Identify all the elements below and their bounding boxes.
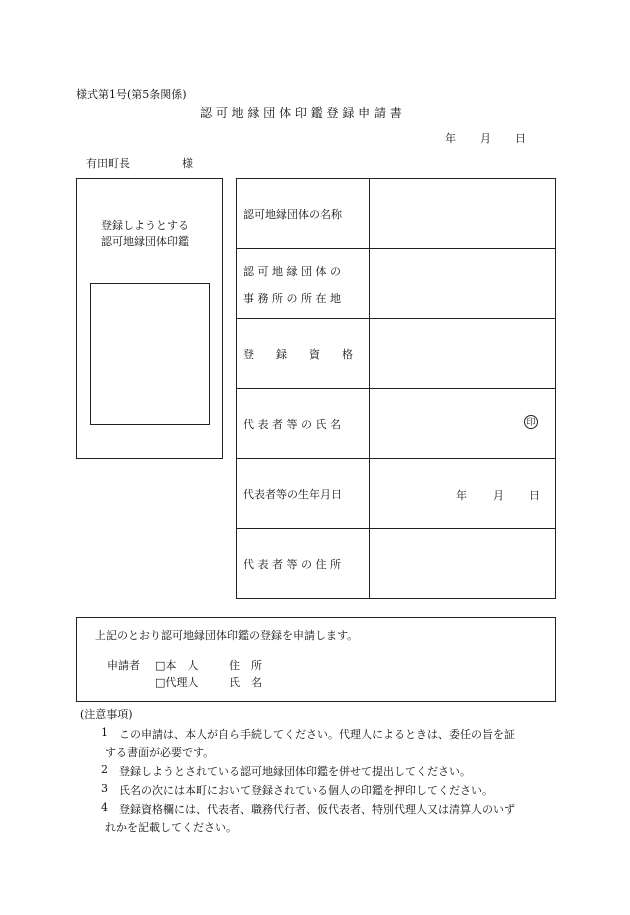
row-label-office-line1: 認 可 地 縁 団 体 の	[243, 265, 341, 278]
row-label-qualification: 登 録 資 格	[243, 347, 353, 361]
applicant-label: 申請者	[107, 659, 140, 672]
seal-mark: 印	[524, 415, 538, 429]
form-title: 認 可 地 縁 団 体 印 鑑 登 録 申 請 書	[200, 106, 402, 120]
birth-month-label: 月	[493, 489, 504, 502]
row-label-office-line2: 事 務 所 の 所 在 地	[243, 292, 341, 305]
honorific: 様	[182, 157, 193, 170]
form-number: 様式第1号(第5条関係)	[76, 88, 187, 101]
application-table	[236, 178, 556, 599]
row-label-birthdate: 代表者等の生年月日	[243, 487, 342, 501]
seal-impression-area[interactable]	[90, 283, 210, 425]
addressee: 有田町長	[86, 157, 130, 170]
birth-day-label: 日	[529, 489, 540, 502]
note-3-line1: 氏名の次には本町において登録されている個人の印鑑を押印してください。	[119, 784, 493, 797]
application-statement: 上記のとおり認可地縁団体印鑑の登録を申請します。	[95, 629, 359, 642]
seal-registration-box	[76, 178, 223, 459]
row-label-representative-address: 代 表 者 等 の 住 所	[243, 557, 341, 571]
note-4-line2: れかを記載してください。	[105, 821, 237, 834]
date-day: 日	[515, 132, 526, 145]
application-statement-box	[76, 617, 556, 702]
applicant-name-label: 氏 名	[229, 676, 262, 689]
note-number: 3	[101, 782, 108, 795]
note-2-line1: 登録しようとされている認可地縁団体印鑑を併せて提出してください。	[119, 765, 471, 778]
qualification-field[interactable]	[370, 319, 555, 388]
seal-box-label-line2: 認可地縁団体印鑑	[101, 235, 189, 248]
birth-year-label: 年	[456, 489, 467, 502]
notes-heading: (注意事項)	[80, 708, 133, 721]
row-label-group-name: 認可地縁団体の名称	[243, 207, 342, 221]
note-1-line1: この申請は、本人が自ら手続してください。代理人によるときは、委任の旨を証	[119, 728, 515, 741]
note-number: 1	[101, 726, 108, 739]
checkbox-self[interactable]: □本 人	[155, 659, 199, 672]
note-number: 4	[101, 801, 108, 814]
representative-address-field[interactable]	[370, 529, 555, 598]
date-month: 月	[480, 132, 491, 145]
note-number: 2	[101, 763, 108, 776]
note-1-line2: する書面が必要です。	[105, 746, 215, 759]
seal-box-label-line1: 登録しようとする	[101, 219, 189, 232]
date-year: 年	[445, 132, 456, 145]
office-address-field[interactable]	[370, 249, 555, 318]
row-label-representative-name: 代 表 者 等 の 氏 名	[243, 417, 341, 431]
applicant-address-label: 住 所	[229, 659, 262, 672]
checkbox-agent[interactable]: □代理人	[155, 676, 199, 689]
group-name-field[interactable]	[370, 179, 555, 248]
note-4-line1: 登録資格欄には、代表者、職務代行者、仮代表者、特別代理人又は清算人のいず	[119, 803, 515, 816]
